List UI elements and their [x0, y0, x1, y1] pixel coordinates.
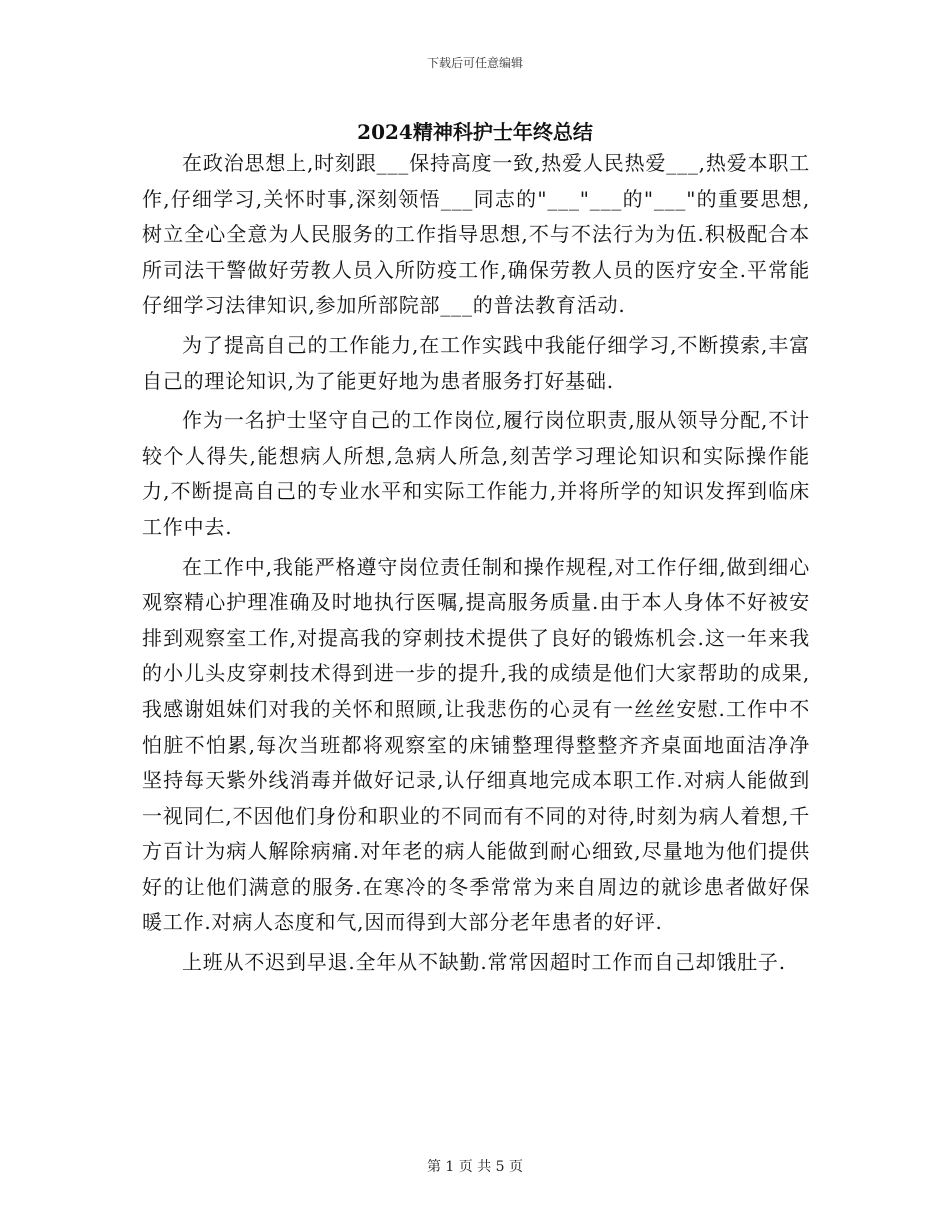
- paragraph: 在工作中,我能严格遵守岗位责任制和操作规程,对工作仔细,做到细心观察精心护理准确及时地执行医嘱,提高服务质量.由于本人身体不好被安排到观察室工作,对提高我的穿刺技术提供了良好的锻炼机会.这一年来我的小儿头皮穿刺技术得到进一步的提升,我的成绩是他们大家帮助的成果,我感谢姐妹们对我的关怀和照顾,让我悲伤的心灵有一丝丝安慰.工作中不怕脏不怕累,每次当班都将观察室的床铺整理得整整齐齐桌面地面洁净净坚持每天紫外线消毒并做好记录,认仔细真地完成本职工作.对病人能做到一视同仁,不因他们身份和职业的不同而有不同的对待,时刻为病人着想,千方百计为病人解除病痛.对年老的病人能做到耐心细致,尽量地为他们提供好的让他们满意的服务.在寒冷的冬季常常为来自周边的就诊患者做好保暖工作.对病人态度和气,因而得到大部分老年患者的好评.: [142, 554, 810, 935]
- header-note: 下载后可任意编辑: [426, 56, 523, 70]
- page-title: 2024精神科护士年终总结: [357, 120, 593, 144]
- paragraph: 为了提高自己的工作能力,在工作实践中我能仔细学习,不断摸索,丰富自己的理论知识,为了能更好地为患者服务打好基础.: [142, 332, 810, 393]
- paragraph: 在政治思想上,时刻跟___保持高度一致,热爱人民热爱___,热爱本职工作,仔细学习,关怀时事,深刻领悟___同志的"___"___的"___"的重要思想,树立全心全意为人民服务的工作指导思想,不与不法行为为伍.积极配合本所司法干警做好劳教人员入所防疫工作,确保劳教人员的医疗安全.平常能仔细学习法律知识,参加所部院部___的普法教育活动.: [142, 151, 810, 318]
- document-body: [142, 146, 810, 985]
- paragraph: 作为一名护士坚守自己的工作岗位,履行岗位职责,服从领导分配,不计较个人得失,能想病人所想,急病人所急,刻苦学习理论知识和实际操作能力,不断提高自己的专业水平和实际工作能力,并将所学的知识发挥到临床工作中去.: [142, 408, 810, 539]
- page-number-footer: 第 1 页 共 5 页: [426, 1159, 524, 1175]
- paragraph: 上班从不迟到早退.全年从不缺勤.常常因超时工作而自己却饿肚子.: [182, 950, 786, 975]
